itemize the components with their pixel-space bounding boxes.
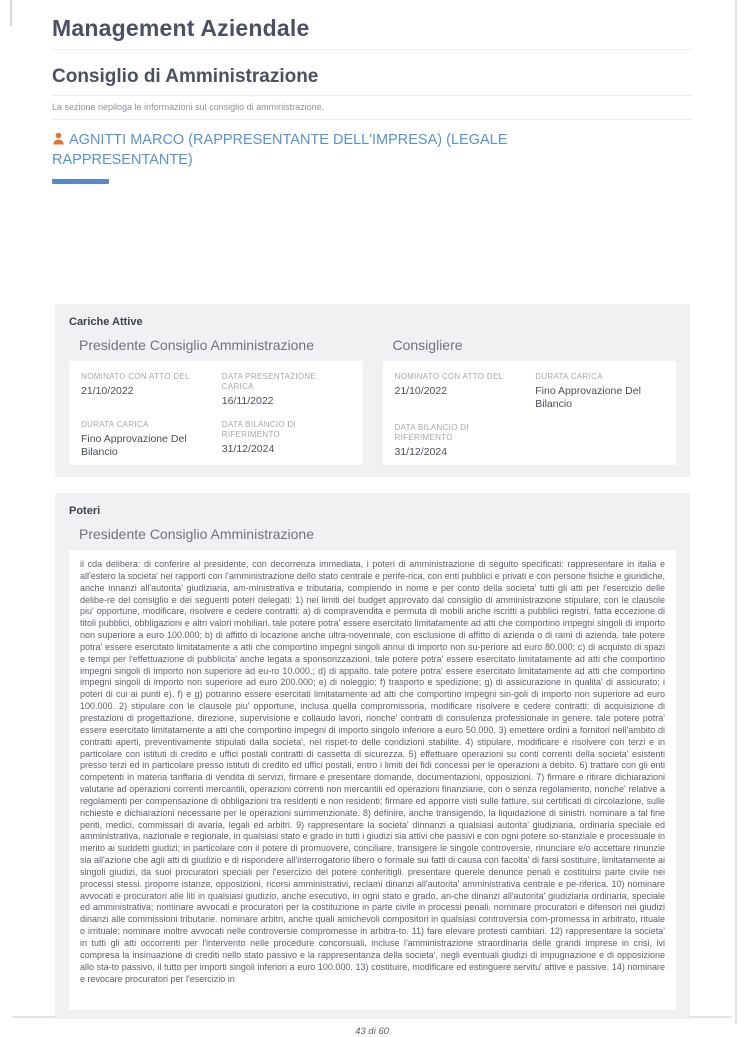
carica-field bbox=[222, 420, 351, 459]
role-presidente bbox=[69, 328, 363, 465]
field-label: DATA BILANCIO DI RIFERIMENTO bbox=[221, 420, 297, 439]
page-number: 43 di 60 bbox=[355, 1026, 389, 1037]
carica-field bbox=[395, 372, 524, 411]
field-label: NOMINATO CON ATTO DEL bbox=[81, 372, 190, 381]
field-value: Fino Approvazione Del Bilancio bbox=[535, 385, 641, 410]
field-label: DURATA CARICA bbox=[535, 372, 603, 381]
divider bbox=[52, 119, 692, 120]
divider bbox=[52, 95, 692, 96]
section-title: Consiglio di Amministrazione bbox=[52, 66, 319, 87]
carica-field bbox=[222, 372, 351, 408]
page-content bbox=[52, 0, 692, 1037]
poteri-text: il cda delibera: di conferire al presidente, con decorrenza immediata, i poteri di amministrazione di seguito specificati: rappresentare in italia e all'estero la societa' nei rapporti con l'amministrazione dello stato centrale e perife-rica, con enti pubblici e privati e con persone fisiche e giuridiche, anche innanzi all'autorita' giudiziaria, am-ministrativa e tributaria, compiendo in nome e per conto della societa' tutti gli atti per l'esercizio delle delibe-re del consiglio e dei seguenti poteri delegati: 1) nei limiti del budget approvato dal consiglio di amministrazione stipulare, con le clausole piu' opportune, modificare, risolvere e cedere contratti: a) di compravendita e permuta di mobili anche iscritti a pubblici registri, fatta eccezione di titoli pubblici, obbligazioni e altri valori mobiliari. tale potere potra' essere esercitato limitatamente ad atti che comportino impegni singoli di importo non superiore a euro 100.000; b) di affitto di locazione anche ultra-novennale, con esclusione di affitto di azienda o di rami di azienda. tale potere potra' essere esercitato limitatamente a atti che comportino impegni singoli annui di importo non su-periore ad euro 80.000; c) di acquisto di spazi e tempi per l'effettuazione di pubblicita' anche legata a sponsorizzazioni. tale potere potra' essere esercitato limitatamente ad atti che comportino impegni singoli di importo non superiore ad eu-ro 10.000.; d) di appalto. tale potere potra' essere esercitato limitatamente ad atti che comportino impegni singoli di importo non superiore ad euro 200.000; e) di noleggio; f) trasporto e spedizione; g) di assicurazione in qualita' di assicurato; i poteri di cui ai punti e), f) e g) potranno essere esercitati limitatamente ad atti che comportino impegni sin-goli di importo non superiore ad euro 100.000. 2) stipulare con le clausole piu' opportune, inclusa quella compromissoria, modificare risolvere e cedere contratti: di acquisizione di prestazioni di progettazione, direzione, supervisione e collaudo lavori, nonche' contratti di consulenza professionale in genere. tale potere potra' essere esercitato limitatamente a atti che comportino impegni di importo singolo inferiore a euro 50.000. 3) emettere ordini a fornitori nell'ambito di contratti aperti, preventivamente stipulati dalla societa', nel rispet-to delle condizioni stabilite. 4) stipulare, modificare e risolvere con terzi e in particolare con istituti di credito e uffici postali contratti di cassetta di sicurezza. 5) effettuare operazioni su conti correnti della societa' esistenti presso terzi ed in particolare presso istituti di credito ed uffici postali, entro i limiti dei fidi concessi per le operazioni a debito. 6) trattare con gli enti competenti in materia tariffaria di vendita di servizi, firmare e presentare domande, documentazioni, opposizioni. 7) firmare e ritirare dichiarazioni valutarie ad operazioni correnti mercantili, operazioni correnti non mercantili ed operazioni finanziarie, con o senza regolamento, nonche' relative a regolamenti per compensazione di obbligazioni tra residenti e non residenti; firmare ed apporre visti sulle fatture, sui certificati di circolazione, sulle richieste e dichiarazioni necessarie per le operazioni summenzionate. 8) definire, anche transigendo, la liquidazione di sinistri. nominare a tal fine periti, medici, commissari di avaria, legali ed arbitri. 9) rappresentare la societa' dinnanzi a qualsiasi autorita' giudiziaria, ordinaria speciale ed amministrativa, nazionale e regionale, in qualsiasi stato e grado in tutti i giudizi sia attivi che passivi e con ogni potere so-stanziale e processuale in merito ai suddetti giudizi; in particolare con il potere di promuovere, conciliare, transigere le singole controversie, rinunciare e/o accettare rinunzie sia all'azione che agli atti di giudizio e di rispondere all'interrogatorio libero o formale sui fatti di causa con facolta' di farsi sostituire, limitatamente ai singoli giudizi, da suoi procuratori speciali per l'esercizio del potere conferitigli. presentare querele denunce penali e costituirsi parte civile nei processi stessi. proporre istanze, opposizioni, ricorsi amministrativi, reclami dinanzi all'autorita' amministrativa centrale e pe-riferica. 10) nominare avvocati e procuratori alle liti in qualsiasi giudizio, anche esecutivo, in ogni stato e grado, an-che dinanzi all'autorita' giudiziaria ordinaria, speciale ed amministrativa; nominare avvocati e procuratori per la costituzione in parte civile in processi penali. nominare procuratori e difensori nei giudizi dinanzi alle commissioni tributarie. nominare arbitri, anche quali amichevoli compositori in qualsiasi controversia com-promessa in arbitrato, rituale o irrituale; nominare inoltre avvocati nelle controversie compromesse in arbitra-to. 11) fare elevare protesti cambiari. 12) rappresentare la societa' in tutti gli atti occorrenti per l'intervento nelle procedure concorsuali, incluse l'amministrazione straordinaria delle grandi imprese in crisi, ivi compresa la insinuazione di crediti nello stato passivo e la rappresentanza della societa', negli eventuali giudizi di impugnazione e di opposizione allo sta-to passivo, il tutto per importi singoli inferiori a euro 100.000. 13) costituire, modificare ed estinguere servitu' attive e passive. 14) nominare e revocare procuratori per l'esercizio in bbox=[69, 550, 676, 1010]
field-value: Fino Approvazione Del Bilancio bbox=[81, 433, 187, 458]
poteri-role-title: Presidente Consiglio Amministrazione bbox=[79, 526, 314, 542]
poteri-label: Poteri bbox=[69, 505, 101, 517]
field-value: 21/10/2022 bbox=[81, 385, 134, 397]
poteri-panel bbox=[55, 493, 690, 1019]
person-icon bbox=[52, 132, 65, 151]
field-value: 31/12/2024 bbox=[394, 446, 448, 458]
field-value: 31/12/2024 bbox=[221, 443, 275, 455]
role-title: Consigliere bbox=[392, 337, 463, 353]
role-title: Presidente Consiglio Amministrazione bbox=[79, 337, 314, 353]
page-edge-right bbox=[735, 0, 737, 1024]
role-consigliere bbox=[383, 328, 677, 465]
field-value: 16/11/2022 bbox=[221, 395, 274, 407]
carica-field bbox=[395, 423, 524, 459]
roles-row bbox=[69, 328, 676, 465]
member-name: AGNITTI MARCO (RAPPRESENTANTE DELL'IMPRESA) (LEGALE RAPPRESENTANTE) bbox=[52, 132, 508, 168]
carica-field bbox=[81, 420, 210, 459]
carica-field-empty bbox=[535, 423, 664, 459]
accent-bar bbox=[52, 179, 109, 184]
carica-field bbox=[81, 372, 210, 408]
member-heading[interactable] bbox=[52, 131, 597, 170]
field-label: DURATA CARICA bbox=[81, 420, 149, 429]
carica-card bbox=[383, 361, 677, 465]
field-label: DATA BILANCIO DI RIFERIMENTO bbox=[394, 423, 469, 442]
divider bbox=[52, 49, 692, 50]
field-label: NOMINATO CON ATTO DEL bbox=[394, 372, 504, 381]
section-description: La sezione riepiloga le informazioni sul consiglio di amministrazione. bbox=[52, 102, 325, 112]
page-title: Management Aziendale bbox=[52, 15, 310, 41]
carica-card bbox=[69, 361, 363, 465]
carica-field bbox=[535, 372, 664, 411]
field-label: DATA PRESENTAZIONE CARICA bbox=[221, 372, 317, 391]
field-value: 21/10/2022 bbox=[394, 385, 448, 397]
cariche-attive-label: Cariche Attive bbox=[69, 316, 143, 328]
page-edge-left bbox=[10, 0, 12, 26]
cariche-attive-panel bbox=[55, 304, 690, 477]
